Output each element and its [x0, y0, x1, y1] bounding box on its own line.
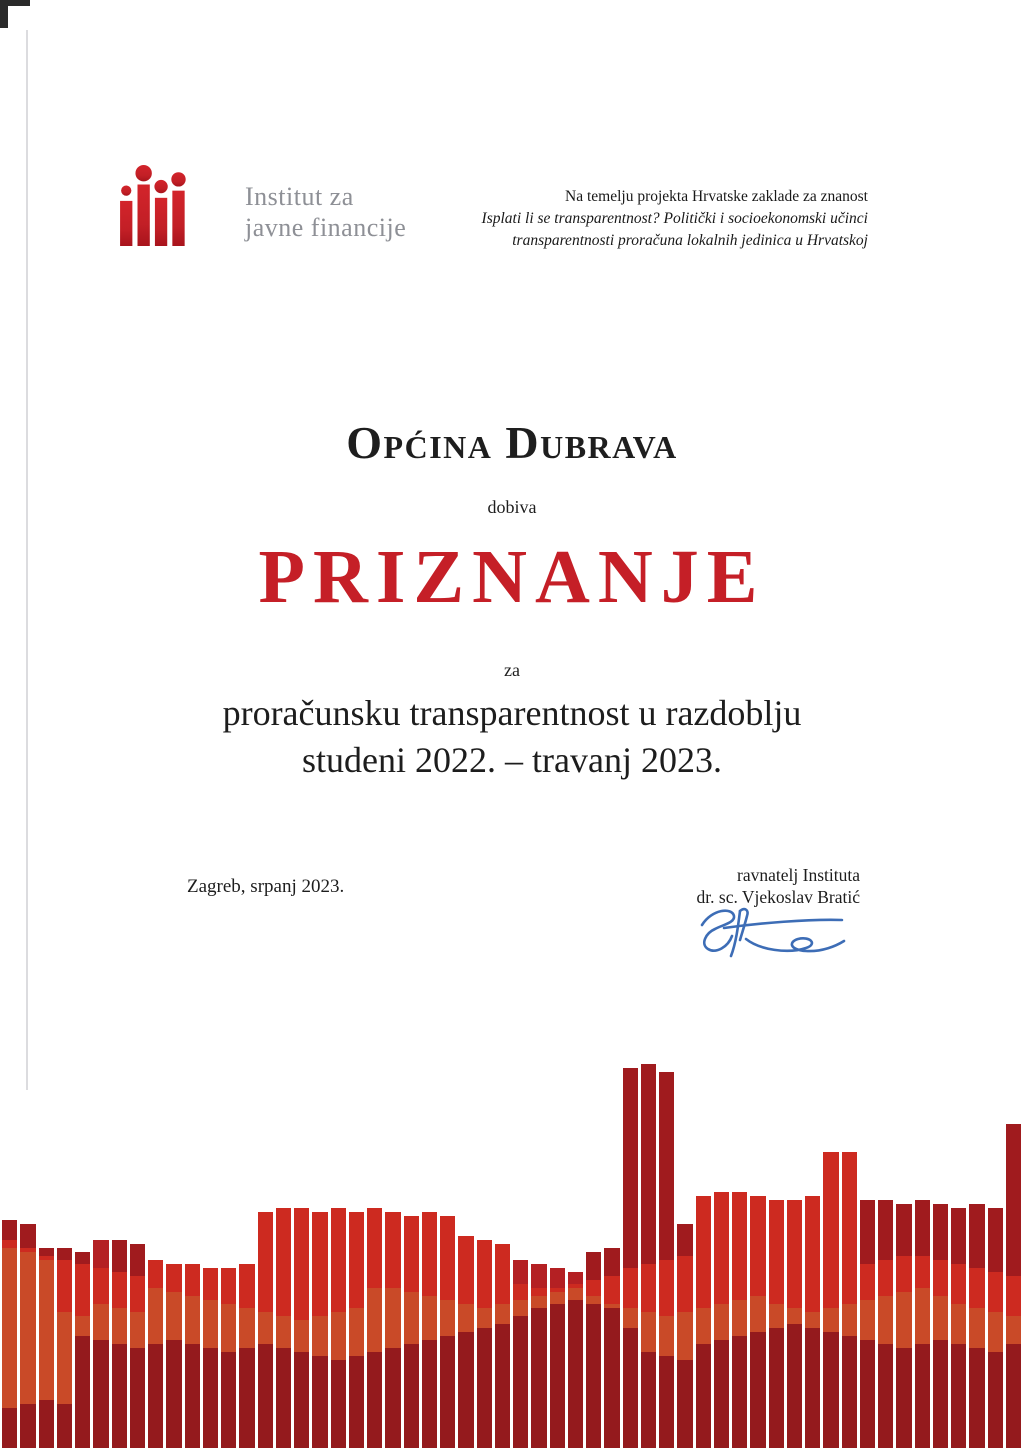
decoration-bar [623, 1328, 641, 1448]
decoration-bar [221, 1352, 239, 1448]
project-note-line2: Isplati li se transparentnost? Politički i socioekonomski učinci [481, 210, 868, 227]
decoration-bar [349, 1356, 367, 1448]
project-note-line3: transparentnosti proračuna lokalnih jedinica u Hrvatskoj [512, 232, 868, 249]
institute-name-line2: javne financije [245, 213, 407, 242]
decoration-bar [988, 1352, 1006, 1448]
dobiva-label: dobiva [487, 497, 537, 517]
decoration-bar [495, 1324, 513, 1448]
decoration-bar [677, 1360, 695, 1448]
place-and-date: Zagreb, srpanj 2023. [187, 876, 345, 897]
decoration-bar [878, 1344, 896, 1448]
decoration-bar [659, 1356, 677, 1448]
decoration-bar [896, 1348, 914, 1448]
decoration-bar [331, 1360, 349, 1448]
decoration-bar [39, 1400, 57, 1448]
signatory-name: dr. sc. Vjekoslav Bratić [696, 887, 860, 907]
decoration-bar [203, 1348, 221, 1448]
decoration-bar [276, 1348, 294, 1448]
project-note-line1: Na temelju projekta Hrvatske zaklade za znanost [565, 188, 868, 205]
signatory-role: ravnatelj Instituta [737, 865, 860, 885]
decoration-bar [75, 1336, 93, 1448]
decoration-bar [294, 1352, 312, 1448]
decoration-bar [969, 1348, 987, 1448]
decoration-bar [805, 1328, 823, 1448]
decoration-bar [568, 1300, 586, 1448]
decoration-bar [750, 1332, 768, 1448]
decoration-bar [477, 1328, 495, 1448]
decoration-bar [93, 1340, 111, 1448]
award-reason [0, 690, 1024, 784]
decoration-bar [166, 1340, 184, 1448]
decoration-bar [57, 1404, 75, 1448]
decoration-bar [112, 1344, 130, 1448]
decoration-bar [787, 1324, 805, 1448]
bar-layer-front-dark-band [0, 1048, 1024, 1448]
decoration-bar [769, 1328, 787, 1448]
project-note [438, 186, 868, 252]
recipient-name: Općina Dubrava [346, 417, 678, 468]
decoration-bar [185, 1344, 203, 1448]
decoration-bar [641, 1352, 659, 1448]
institute-name-line1: Institut za [245, 182, 354, 211]
scan-artifact-corner-edge [0, 0, 8, 28]
decoration-bar [531, 1308, 549, 1448]
decoration-bar [422, 1340, 440, 1448]
decoration-bar [915, 1344, 933, 1448]
decoration-bar [312, 1356, 330, 1448]
decoration-bar [458, 1332, 476, 1448]
decoration-bar [513, 1316, 531, 1448]
decoration-bar [1006, 1344, 1024, 1448]
decoration-bar [148, 1344, 166, 1448]
decoration-bar [823, 1332, 841, 1448]
za-label: za [504, 660, 520, 680]
decoration-bar [20, 1404, 38, 1448]
award-reason-line1: proračunsku transparentnost u razdoblju [222, 693, 802, 733]
decoration-bar [842, 1336, 860, 1448]
decoration-bar [732, 1336, 750, 1448]
decoration-bar [696, 1344, 714, 1448]
decoration-bar [586, 1304, 604, 1448]
award-title: PRIZNANJE [258, 535, 766, 619]
decoration-bar [951, 1344, 969, 1448]
decoration-bars [0, 1048, 1024, 1448]
signatory-block [697, 864, 860, 908]
decoration-bar [550, 1304, 568, 1448]
decoration-bar [130, 1348, 148, 1448]
decoration-bar [239, 1348, 257, 1448]
decoration-bar [404, 1344, 422, 1448]
award-reason-line2: studeni 2022. – travanj 2023. [302, 740, 722, 780]
decoration-bar [440, 1336, 458, 1448]
decoration-bar [860, 1340, 878, 1448]
signature-icon [688, 903, 863, 970]
institute-logo-icon [117, 164, 199, 251]
institute-name [245, 181, 406, 243]
decoration-bar [0, 1408, 20, 1448]
decoration-bar [385, 1348, 403, 1448]
decoration-bar [933, 1340, 951, 1448]
decoration-bar [604, 1308, 622, 1448]
decoration-bar [367, 1352, 385, 1448]
decoration-bar [714, 1340, 732, 1448]
decoration-bar [258, 1344, 276, 1448]
